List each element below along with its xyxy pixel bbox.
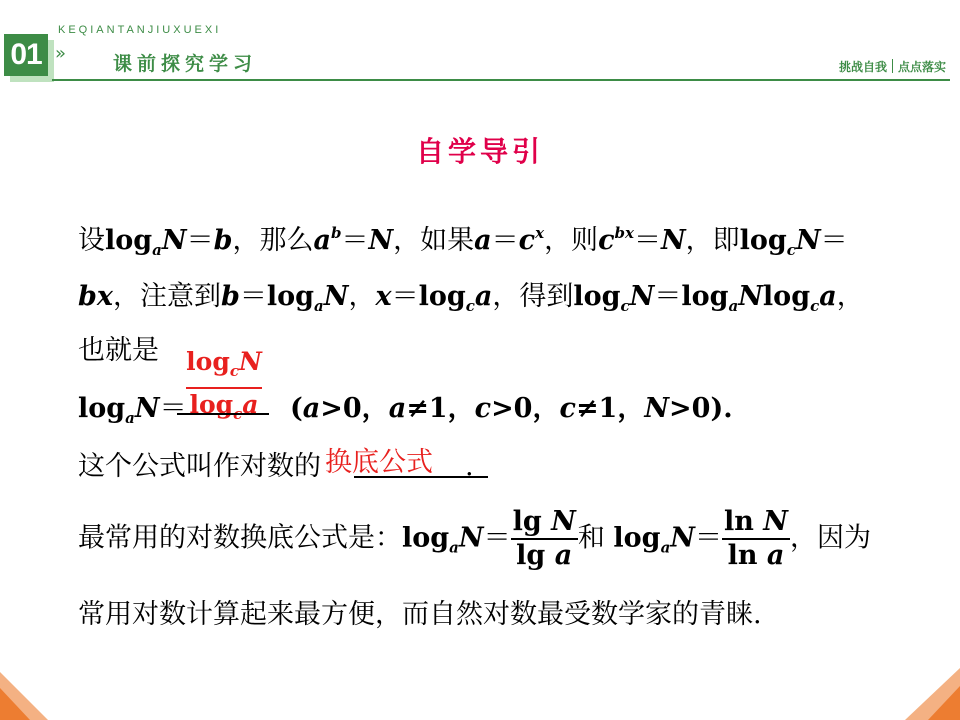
fraction-ln [722, 506, 790, 572]
var: N [161, 225, 187, 256]
period: . [465, 451, 474, 482]
log-symbol: log [186, 347, 230, 376]
ln-symbol: ln [723, 506, 754, 537]
var: N [368, 225, 394, 256]
header-pinyin: KEQIANTANJIUXUEXI [58, 24, 222, 36]
header-title: 课前探究学习 [113, 53, 258, 75]
lg-symbol: lg [516, 540, 546, 571]
text: ，注意到 [112, 281, 221, 312]
var: N [763, 506, 788, 537]
log-base: c [233, 405, 243, 423]
text: 和 [577, 522, 605, 554]
footer-decoration [0, 660, 960, 720]
log-base: a [125, 409, 135, 427]
denominator [722, 540, 790, 572]
text: ，则 [544, 225, 599, 256]
numerator [511, 506, 578, 540]
var: b [213, 225, 233, 256]
denominator [511, 540, 578, 572]
condition-text: >0). [669, 393, 733, 424]
var: a [554, 540, 573, 571]
text: ，如果 [393, 225, 475, 256]
condition-text: ≠1， [575, 393, 645, 424]
condition-text: ≠1， [406, 393, 475, 424]
condition-text: >0， [491, 393, 560, 424]
header-rule [52, 79, 950, 81]
equals: ＝ [391, 281, 419, 312]
text: 这个公式叫作对数的 [78, 451, 321, 482]
var: a [388, 393, 407, 424]
log-base: a [728, 297, 739, 315]
tagline-right: 点点落实 [897, 60, 946, 74]
answer-blank-line [177, 413, 269, 415]
answer-blank-line-2 [354, 476, 488, 478]
text: ，那么 [232, 225, 314, 256]
numerator [722, 506, 790, 540]
body-line-3: 也就是 [78, 335, 159, 366]
equals: ＝ [483, 522, 511, 554]
condition-text: >0， [320, 393, 389, 424]
equals: ＝ [694, 522, 722, 554]
var: N [458, 522, 484, 554]
equals: ＝ [654, 281, 682, 312]
var: a [819, 281, 837, 312]
equals: ＝ [341, 225, 369, 256]
header-tagline [839, 58, 946, 75]
equals: ＝ [820, 225, 848, 256]
answer-numerator [186, 346, 262, 389]
var: a [766, 540, 785, 571]
var: c [474, 393, 492, 424]
var: N [629, 281, 655, 312]
equals: ＝ [239, 281, 267, 312]
section-number-badge: 01 [4, 34, 48, 76]
body-line-7: 常用对数计算起来最方便，而自然对数最受数学家的青睐. [78, 599, 762, 630]
log-symbol: log [613, 522, 661, 554]
text: 最常用的对数换底公式是： [78, 522, 402, 554]
log-symbol: log [762, 281, 811, 312]
log-symbol: log [105, 225, 153, 256]
exponent: b [330, 224, 342, 242]
var: a [242, 390, 259, 419]
log-symbol: log [402, 522, 450, 554]
text: ，因为 [789, 522, 871, 554]
ln-symbol: ln [727, 540, 758, 571]
log-symbol: log [189, 390, 234, 419]
answer-text: 换底公式 [325, 447, 433, 478]
log-base: c [465, 297, 475, 315]
var: N [670, 522, 695, 554]
var: c [518, 225, 536, 256]
lg-symbol: lg [512, 506, 542, 537]
text: 设 [78, 225, 105, 256]
body-line-1 [78, 218, 848, 259]
var: N [238, 347, 262, 376]
equals: ＝ [633, 225, 661, 256]
log-symbol: log [681, 281, 729, 312]
text: ，即 [685, 225, 740, 256]
var: a [302, 393, 321, 424]
var: N [644, 393, 670, 424]
log-base: a [660, 538, 671, 557]
var: N [551, 506, 576, 537]
log-symbol: log [418, 281, 466, 312]
log-base: c [620, 297, 630, 315]
log-base: c [810, 297, 820, 315]
var: N [134, 393, 160, 424]
equals: ＝ [159, 393, 187, 424]
log-base: c [786, 241, 796, 259]
var: a [474, 225, 492, 256]
tagline-left: 挑战自我 [838, 60, 887, 74]
var: N [660, 225, 686, 256]
log-base: a [152, 241, 162, 259]
fraction-lg [511, 506, 578, 572]
section-title: 自学导引 [415, 135, 544, 168]
var: x [375, 281, 392, 312]
var: a [313, 225, 331, 256]
var: c [559, 393, 576, 424]
var: b [220, 281, 240, 312]
var: N [738, 281, 763, 312]
body-line-4 [78, 386, 733, 427]
exponent: bx [614, 224, 634, 242]
text: ，得到 [492, 281, 574, 312]
var: a [474, 281, 493, 312]
body-line-2 [78, 274, 864, 315]
double-chevron-icon: » [55, 43, 67, 64]
log-symbol: log [739, 225, 787, 256]
condition-text: ( [280, 393, 303, 424]
text: ， [348, 281, 376, 312]
text: ， [836, 281, 864, 312]
var: c [598, 225, 615, 256]
var: bx [78, 281, 113, 312]
tagline-divider [892, 59, 893, 73]
log-symbol: log [266, 281, 315, 312]
body-line-6 [78, 506, 871, 572]
exponent: x [535, 224, 545, 242]
log-symbol: log [573, 281, 621, 312]
equals: ＝ [491, 225, 519, 256]
var: N [795, 225, 821, 256]
var: N [323, 281, 349, 312]
equals: ＝ [186, 225, 214, 256]
log-base: c [229, 362, 239, 380]
log-base: a [314, 297, 324, 315]
log-symbol: log [78, 393, 126, 424]
log-base: a [449, 538, 459, 557]
